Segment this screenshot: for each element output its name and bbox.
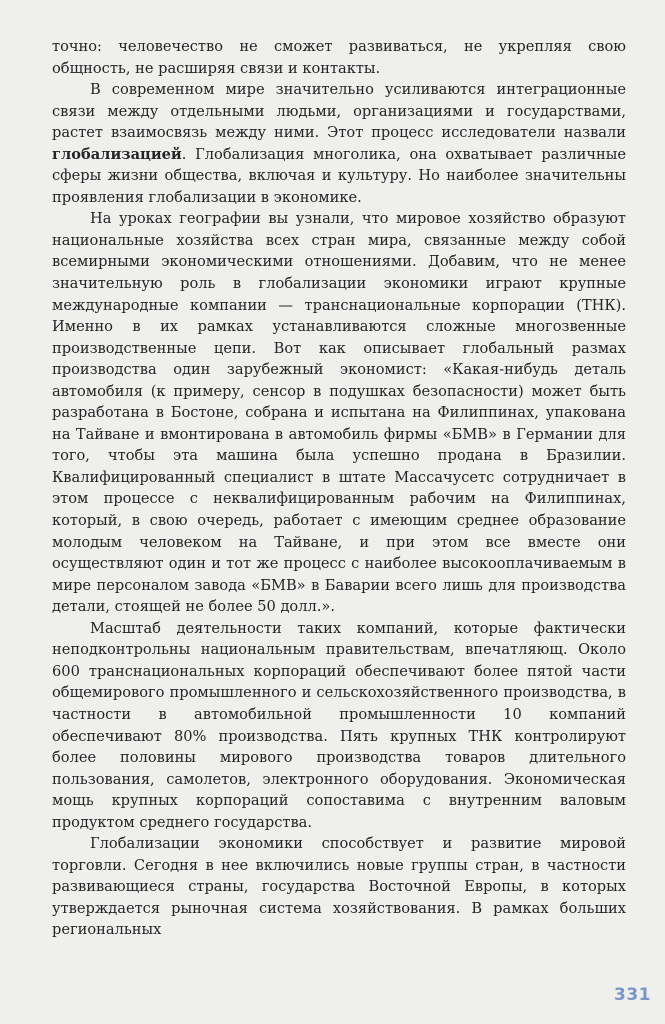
page-number: 331 [614,985,651,1005]
paragraph-4: Масштаб деятельности таких компаний, которые фактически неподконтрольны национальным правительствам, впечатляющ. Около 600 транснациональных корпораций обеспечивают более пятой части общемирового промышленного и сельскохозяйственного производства, в частности в автомобильной промышленности 10 компаний обеспечивают 80% производства. Пять крупных ТНК контролируют более половины мирового производства товаров длительного пользования, самолетов, электронного оборудования. Экономическая мощь крупных корпораций сопоставима с внутренним валовым продуктом среднего государства. [52,619,626,831]
paragraph-1: точно: человечество не сможет развиваться, не укрепляя свою общность, не расширяя связи и контакты. [52,38,626,77]
key-term-globalization: глобализацией [52,145,182,163]
body-text [52,36,626,941]
paragraph-2 [52,79,626,208]
paragraph-2-text-end: . Глобализация многолика, она охватывает различные сферы жизни общества, включая и культуру. Но наиболее значительны проявления глобализации в экономике. [52,145,626,206]
paragraph-5: Глобализации экономики способствует и развитие мировой торговли. Сегодня в нее включились новые группы стран, в частности развивающиеся страны, государства Восточной Европы, в которых утверждается рыночная система хозяйствования. В рамках больших региональных [52,835,626,939]
paragraph-2-text-start: В современном мире значительно усиливаются интеграционные связи между отдельными людьми, организациями и государствами, растет взаимосвязь между ними. Этот процесс исследователи назвали [52,81,626,142]
paragraph-3: На уроках географии вы узнали, что мировое хозяйство образуют национальные хозяйства всех стран мира, связанные между собой всемирными экономическими отношениями. Добавим, что не менее значительную роль в глобализации экономики играют крупные международные компании — транснациональные корпорации (ТНК). Именно в их рамках устанавливаются сложные многозвенные производственные цепи. Вот как описывает глобальный размах производства один зарубежный экономист: «Какая-нибудь деталь автомобиля (к примеру, сенсор в подушках безопасности) может быть разработана в Бостоне, собрана и испытана на Филиппинах, упакована на Тайване и вмонтирована в автомобиль фирмы «БМВ» в Германии для того, чтобы эта машина была успешно продана в Бразилии. Квалифицированный специалист в штате Массачусетс сотрудничает в этом процессе с неквалифицированным рабочим на Филиппинах, который, в свою очередь, работает с имеющим среднее образование молодым человеком на Тайване, и при этом все вместе они осуществляют один и тот же процесс с наиболее высокооплачиваемым в мире персоналом завода «БМВ» в Баварии всего лишь для производства детали, стоящей не более 50 долл.». [52,210,626,616]
